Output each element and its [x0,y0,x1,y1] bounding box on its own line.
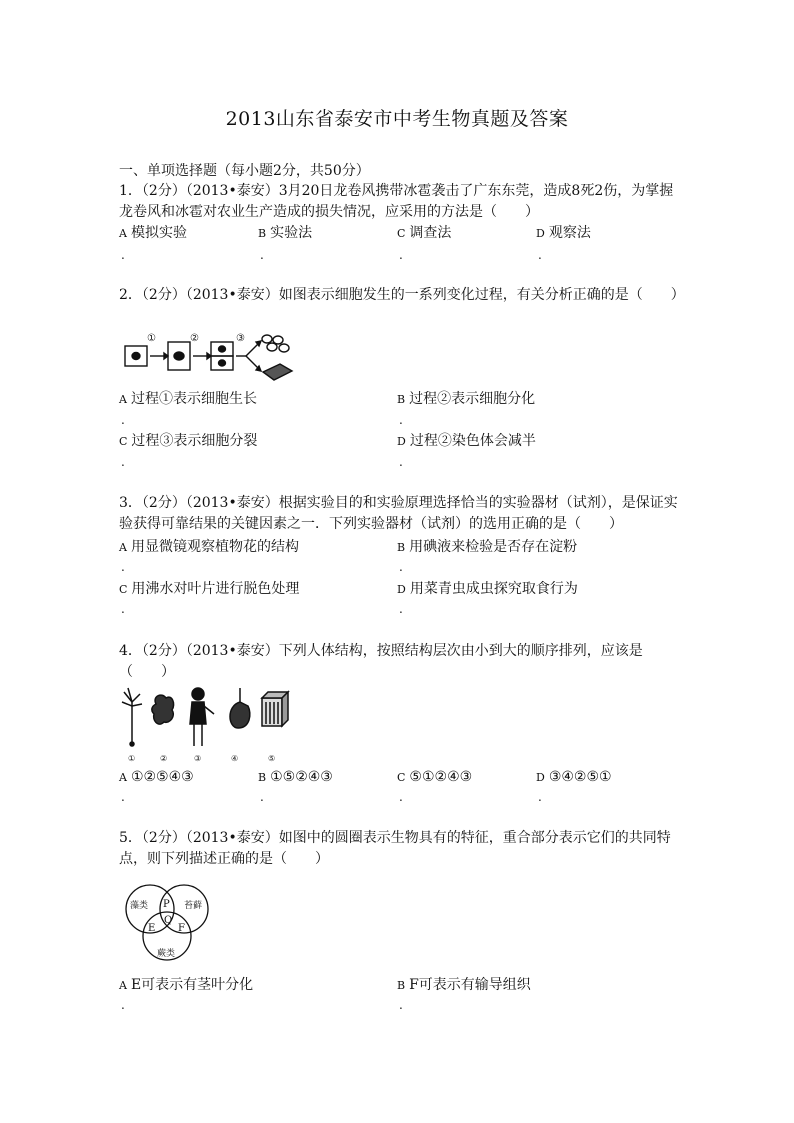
divider-dot: . [399,602,403,616]
divider-dot: . [399,998,403,1012]
fig-label: ② [160,754,168,763]
q5-option-b[interactable]: B F可表示有输导组织 [397,977,531,993]
divider-dot: . [538,790,542,804]
q1-option-d[interactable]: D 观察法 [536,225,591,241]
q3-option-a[interactable]: A 用显微镜观察植物花的结构 [119,539,299,555]
q3-option-c[interactable]: C 用沸水对叶片进行脱色处理 [119,581,300,597]
q3-option-b[interactable]: B 用碘液来检验是否存在淀粉 [397,539,578,555]
fig-label: ⑤ [268,754,276,763]
venn-label-moss: 苔藓 [184,901,203,911]
q1-option-a[interactable]: A 模拟实验 [119,225,187,241]
question-1-stem: 1．（2分）（2013•泰安）3月20日龙卷风携带冰雹袭击了广东东莞，造成8死2伤，为掌握龙卷风和冰雹对农业生产造成的损失情况，应采用的方法是（ ） [119,183,674,220]
q3-option-d[interactable]: D 用菜青虫成虫探究取食行为 [397,581,578,597]
divider-dot: . [121,248,125,262]
q2-option-b[interactable]: B 过程②表示细胞分化 [397,391,536,407]
venn-label-p: P [163,899,170,910]
question-3-stem: 3．（2分）（2013•泰安）根据实验目的和实验原理选择恰当的实验器材（试剂），是保证实验获得可靠结果的关键因素之一．下列实验器材（试剂）的选用正确的是（ ） [119,495,678,532]
body-structures-figure [118,684,294,750]
divider-dot: . [121,560,125,574]
venn-label-algae: 藻类 [130,901,149,911]
page-title: 2013山东省泰安市中考生物真题及答案 [225,108,569,130]
divider-dot: . [121,790,125,804]
divider-dot: . [121,455,125,469]
divider-dot: . [121,602,125,616]
divider-dot: . [399,560,403,574]
question-2-stem: 2．（2分）（2013•泰安）如图表示细胞发生的一系列变化过程，有关分析正确的是（ ） [119,287,685,303]
fig-label: ① [128,754,136,763]
question-5-stem: 5．（2分）（2013•泰安）如图中的圆圈表示生物具有的特征，重合部分表示它们的共同特点，则下列描述正确的是（ ） [119,830,671,867]
venn-label-e: E [148,923,156,934]
divider-dot: . [399,413,403,427]
q1-option-b[interactable]: B 实验法 [258,225,313,241]
q4-option-d[interactable]: D ③④②⑤① [536,769,612,785]
divider-dot: . [538,248,542,262]
section-heading: 一、单项选择题（每小题2分，共50分） [119,163,370,179]
question-4-stem: 4．（2分）（2013•泰安）下列人体结构，按照结构层次由小到大的顺序排列，应该是（ ） [119,643,643,680]
divider-dot: . [260,248,264,262]
q4-option-a[interactable]: A ①②⑤④③ [119,769,194,785]
divider-dot: . [399,248,403,262]
q2-option-a[interactable]: A 过程①表示细胞生长 [119,391,257,407]
fig-label: ③ [236,333,245,344]
fig-label: ① [147,333,156,344]
venn-label-f: F [178,923,185,934]
fig-label: ④ [231,754,239,763]
divider-dot: . [260,790,264,804]
venn-label-q: Q [164,915,173,926]
fig-label: ③ [194,754,202,763]
q4-option-b[interactable]: B ①⑤②④③ [258,769,333,785]
divider-dot: . [399,790,403,804]
q2-option-d[interactable]: D 过程②染色体会减半 [397,433,536,449]
divider-dot: . [399,455,403,469]
q2-option-c[interactable]: C 过程③表示细胞分裂 [119,433,258,449]
q5-option-a[interactable]: A E可表示有茎叶分化 [119,977,254,993]
q4-option-c[interactable]: C ⑤①②④③ [397,769,473,785]
divider-dot: . [121,998,125,1012]
divider-dot: . [121,413,125,427]
q1-option-c[interactable]: C 调查法 [397,225,452,241]
venn-label-fern: 蕨类 [157,949,176,959]
fig-label: ② [190,333,199,344]
